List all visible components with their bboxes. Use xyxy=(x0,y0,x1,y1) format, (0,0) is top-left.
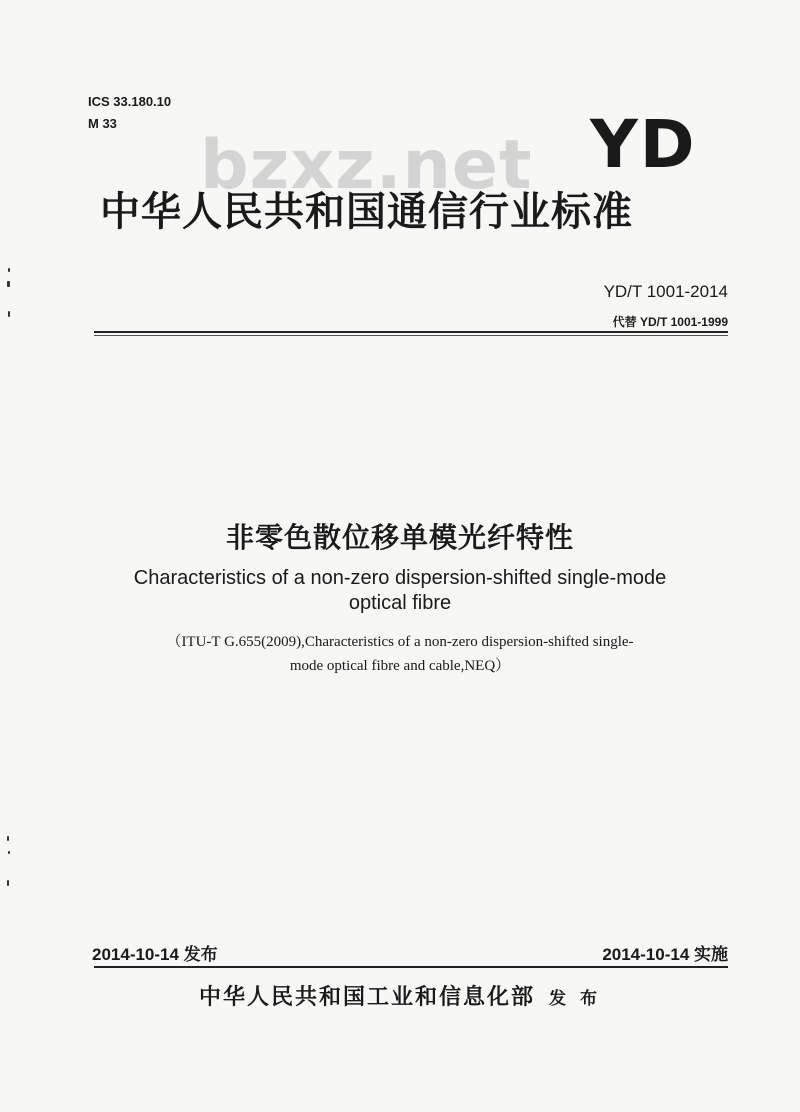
header-divider-thin xyxy=(94,335,728,336)
issuer-suffix: 发 布 xyxy=(549,989,601,1009)
document-title-cn: 非零色散位移单模光纤特性 xyxy=(225,521,574,554)
header-divider xyxy=(94,331,728,333)
international-equivalence xyxy=(0,630,800,678)
scan-speck xyxy=(8,311,10,317)
footer-divider xyxy=(94,966,728,968)
issuing-authority xyxy=(0,980,800,1011)
scan-speck xyxy=(8,851,10,854)
document-title-en xyxy=(0,566,800,616)
ccs-code: M 33 xyxy=(88,116,117,131)
watermark: bzxz.net xyxy=(200,126,533,205)
standard-number: YD/T 1001-2014 xyxy=(603,282,728,301)
standard-category-title: 中华人民共和国通信行业标准 xyxy=(100,189,633,235)
implement-date: 2014-10-14 实施 xyxy=(602,945,728,964)
scan-speck xyxy=(7,281,10,287)
scan-speck xyxy=(7,836,9,841)
scan-speck xyxy=(8,268,10,272)
scan-speck xyxy=(7,880,9,886)
ics-code: ICS 33.180.10 xyxy=(88,94,172,109)
yd-logo: YD xyxy=(590,106,697,183)
title-en-line-1: Characteristics of a non-zero dispersion-shifted single-mode xyxy=(133,567,667,589)
equivalence-line-1: （ITU-T G.655(2009),Characteristics of a non-zero dispersion-shifted single- xyxy=(166,634,634,650)
equivalence-line-2: mode optical fibre and cable,NEQ） xyxy=(289,658,511,674)
issuer-name: 中华人民共和国工业和信息化部 xyxy=(199,985,536,1010)
publish-date: 2014-10-14 发布 xyxy=(92,945,218,964)
replaces-standard: 代替 YD/T 1001-1999 xyxy=(612,315,728,329)
title-en-line-2: optical fibre xyxy=(348,592,452,614)
